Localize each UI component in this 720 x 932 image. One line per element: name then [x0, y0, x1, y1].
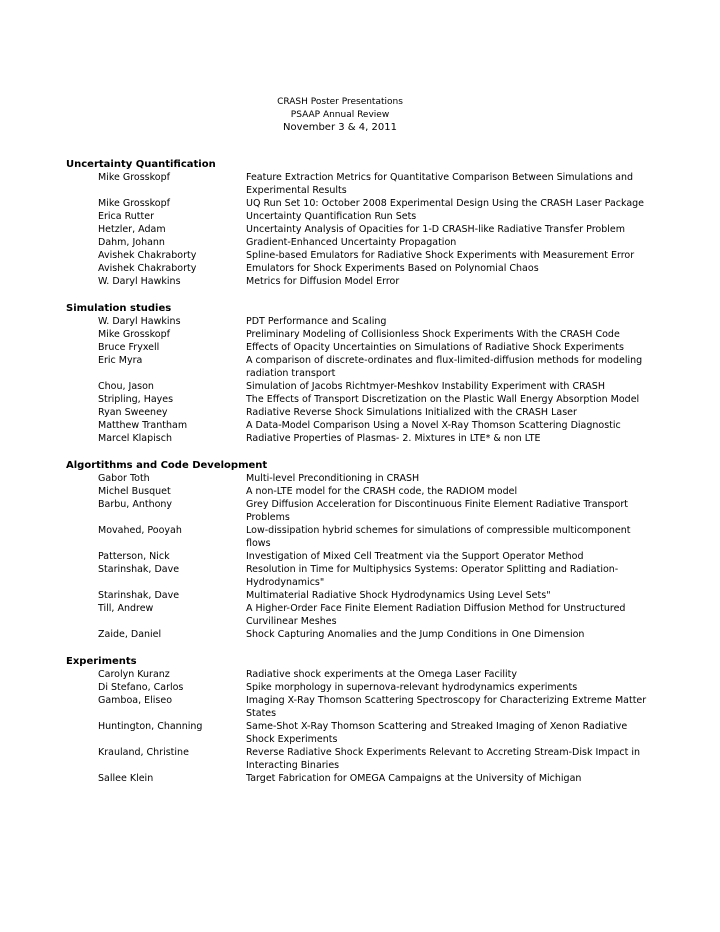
section [66, 459, 656, 641]
poster-entry [66, 694, 656, 720]
poster-entry [66, 328, 656, 341]
poster-title: Same-Shot X-Ray Thomson Scattering and Streaked Imaging of Xenon Radiative Shock Experiments [246, 721, 628, 745]
section [66, 158, 656, 288]
poster-title: Effects of Opacity Uncertainties on Simulations of Radiative Shock Experiments [246, 342, 624, 353]
presenter-name: Carolyn Kuranz [98, 669, 170, 680]
poster-entry [66, 341, 656, 354]
poster-entry [66, 524, 656, 550]
section [66, 655, 656, 785]
poster-title: Low-dissipation hybrid schemes for simulations of compressible multicomponent flows [246, 525, 631, 549]
poster-entry [66, 628, 656, 641]
presenter-name: Stripling, Hayes [98, 394, 174, 405]
presenter-name: Starinshak, Dave [98, 564, 180, 575]
section [66, 302, 656, 445]
section-heading: Simulation studies [66, 303, 172, 314]
presenter-name: Avishek Chakraborty [98, 250, 197, 261]
presenter-name: Bruce Fryxell [98, 342, 160, 353]
poster-entry [66, 171, 656, 197]
poster-entry [66, 210, 656, 223]
poster-entry [66, 668, 656, 681]
poster-title: Uncertainty Quantification Run Sets [246, 211, 417, 222]
poster-entry [66, 236, 656, 249]
presenter-name: Matthew Trantham [98, 420, 188, 431]
presenter-name: Chou, Jason [98, 381, 154, 392]
poster-entry [66, 432, 656, 445]
poster-entry [66, 262, 656, 275]
poster-entry [66, 563, 656, 589]
poster-title: Feature Extraction Metrics for Quantitative Comparison Between Simulations and Experimental Results [246, 172, 634, 196]
poster-entry [66, 223, 656, 236]
poster-title: A non-LTE model for the CRASH code, the RADIOM model [246, 486, 518, 497]
presenter-name: W. Daryl Hawkins [98, 316, 181, 327]
poster-title: Reverse Radiative Shock Experiments Relevant to Accreting Stream-Disk Impact in Interacting Binaries [246, 747, 641, 771]
section-heading: Experiments [66, 656, 137, 667]
poster-title: Resolution in Time for Multiphysics Systems: Operator Splitting and Radiation-Hydrodynamics" [246, 564, 619, 588]
presenter-name: Starinshak, Dave [98, 590, 180, 601]
presenter-name: Mike Grosskopf [98, 329, 170, 340]
poster-entry [66, 275, 656, 288]
poster-title: Target Fabrication for OMEGA Campaigns at the University of Michigan [246, 773, 582, 784]
poster-title: Emulators for Shock Experiments Based on Polynomial Chaos [246, 263, 539, 274]
poster-title: Shock Capturing Anomalies and the Jump Conditions in One Dimension [246, 629, 585, 640]
poster-title: Metrics for Diffusion Model Error [246, 276, 400, 287]
poster-entry [66, 681, 656, 694]
poster-title: Preliminary Modeling of Collisionless Shock Experiments With the CRASH Code [246, 329, 620, 340]
poster-entry [66, 550, 656, 563]
presenter-name: Ryan Sweeney [98, 407, 168, 418]
poster-entry [66, 354, 656, 380]
doc-title: CRASH Poster Presentations [277, 97, 403, 107]
presenter-name: Movahed, Pooyah [98, 525, 182, 536]
presenter-name: Erica Rutter [98, 211, 155, 222]
poster-title: Uncertainty Analysis of Opacities for 1-D CRASH-like Radiative Transfer Problem [246, 224, 625, 235]
doc-subtitle: PSAAP Annual Review [290, 110, 390, 120]
presenter-name: Di Stefano, Carlos [98, 682, 184, 693]
poster-entry [66, 419, 656, 432]
poster-title: Spline-based Emulators for Radiative Shock Experiments with Measurement Error [246, 250, 635, 261]
poster-entry [66, 589, 656, 602]
poster-title: Investigation of Mixed Cell Treatment via the Support Operator Method [246, 551, 584, 562]
section-heading: Uncertainty Quantification [66, 159, 216, 170]
presenter-name: Gamboa, Eliseo [98, 695, 173, 706]
presenter-name: Eric Myra [98, 355, 143, 366]
presenter-name: Zaide, Daniel [98, 629, 162, 640]
presenter-name: Till, Andrew [98, 603, 154, 614]
presenter-name: Dahm, Johann [98, 237, 165, 248]
presenter-name: Mike Grosskopf [98, 172, 170, 183]
poster-entry [66, 380, 656, 393]
poster-title: The Effects of Transport Discretization on the Plastic Wall Energy Absorption Model [246, 394, 640, 405]
poster-title: A Data-Model Comparison Using a Novel X-Ray Thomson Scattering Diagnostic [246, 420, 621, 431]
poster-title: UQ Run Set 10: October 2008 Experimental Design Using the CRASH Laser Package [246, 198, 645, 209]
poster-title: Simulation of Jacobs Richtmyer-Meshkov Instability Experiment with CRASH [246, 381, 605, 392]
poster-entry [66, 746, 656, 772]
poster-title: Spike morphology in supernova-relevant hydrodynamics experiments [246, 682, 578, 693]
presenter-name: Gabor Toth [98, 473, 150, 484]
doc-date: November 3 & 4, 2011 [283, 122, 397, 133]
poster-entry [66, 498, 656, 524]
presenter-name: Patterson, Nick [98, 551, 170, 562]
poster-sections [66, 158, 656, 799]
presenter-name: Michel Busquet [98, 486, 171, 497]
poster-entry [66, 315, 656, 328]
presenter-name: Barbu, Anthony [98, 499, 173, 510]
poster-title: A comparison of discrete-ordinates and flux-limited-diffusion methods for modeling radiation transport [246, 355, 643, 379]
poster-entry [66, 406, 656, 419]
presenter-name: W. Daryl Hawkins [98, 276, 181, 287]
poster-entry [66, 472, 656, 485]
poster-entry [66, 485, 656, 498]
poster-entry [66, 772, 656, 785]
poster-title: Radiative Reverse Shock Simulations Initialized with the CRASH Laser [246, 407, 577, 418]
poster-title: Grey Diffusion Acceleration for Discontinuous Finite Element Radiative Transport Problems [246, 499, 628, 523]
presenter-name: Huntington, Channing [98, 721, 203, 732]
poster-title: PDT Performance and Scaling [246, 316, 387, 327]
poster-title: Gradient-Enhanced Uncertainty Propagation [246, 237, 457, 248]
poster-title: A Higher-Order Face Finite Element Radiation Diffusion Method for Unstructured Curvilinear Meshes [246, 603, 626, 627]
poster-entry [66, 602, 656, 628]
section-heading: Algortithms and Code Development [66, 460, 268, 471]
presenter-name: Avishek Chakraborty [98, 263, 197, 274]
poster-title: Radiative shock experiments at the Omega Laser Facility [246, 669, 517, 680]
poster-entry [66, 197, 656, 210]
poster-title: Multimaterial Radiative Shock Hydrodynamics Using Level Sets" [246, 590, 551, 601]
poster-title: Imaging X-Ray Thomson Scattering Spectroscopy for Characterizing Extreme Matter States [246, 695, 647, 719]
poster-entry [66, 393, 656, 406]
presenter-name: Sallee Klein [98, 773, 154, 784]
poster-title: Radiative Properties of Plasmas- 2. Mixtures in LTE* & non LTE [246, 433, 541, 444]
presenter-name: Krauland, Christine [98, 747, 189, 758]
poster-entry [66, 249, 656, 262]
presenter-name: Hetzler, Adam [98, 224, 166, 235]
poster-title: Multi-level Preconditioning in CRASH [246, 473, 420, 484]
presenter-name: Marcel Klapisch [98, 433, 172, 444]
poster-entry [66, 720, 656, 746]
presenter-name: Mike Grosskopf [98, 198, 170, 209]
